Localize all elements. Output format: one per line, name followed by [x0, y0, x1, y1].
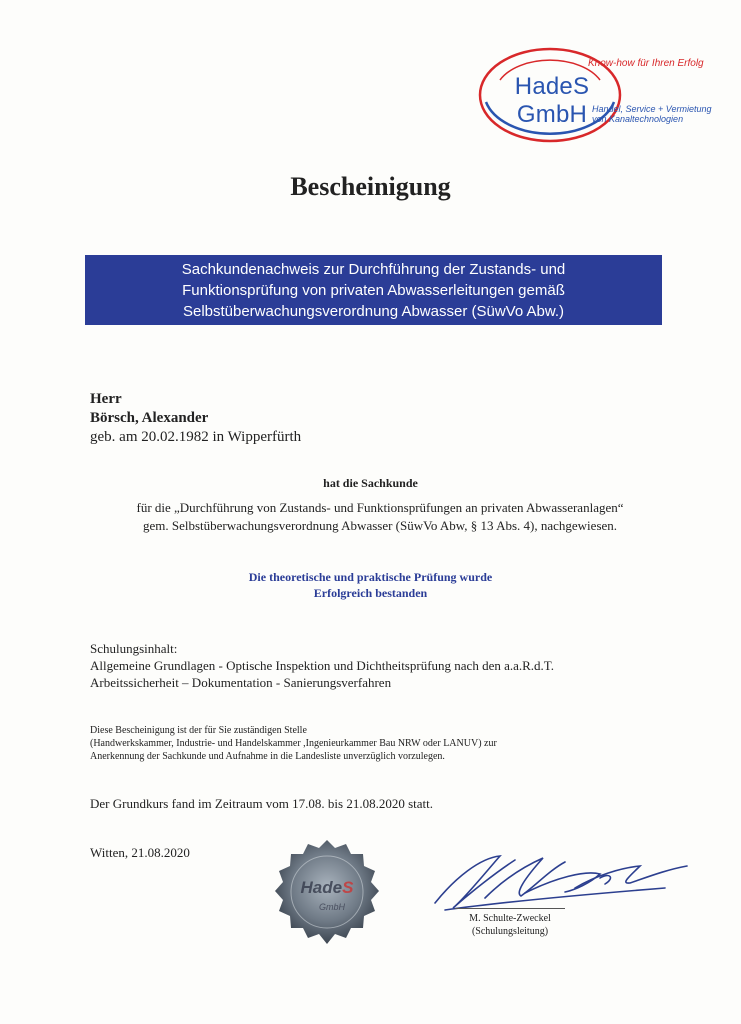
banner-line3: Selbstüberwachungsverordnung Abwasser (SüwVo Abw.) [182, 303, 565, 320]
purpose-line1: für die „Durchführung von Zustands- und Funktionsprüfungen an privaten Abwasseranlagen“ [136, 500, 624, 515]
recipient-salutation: Herr [90, 391, 122, 407]
training-line2: Arbeitssicherheit – Dokumentation - Sanierungsverfahren [90, 675, 392, 690]
logo-name-suffix: GmbH [516, 101, 588, 128]
seal-sub: GmbH [318, 902, 345, 912]
signer-role: (Schulungsleitung) [471, 926, 549, 937]
course-period: Der Grundkurs fand im Zeitraum vom 17.08. bis 21.08.2020 statt. [90, 796, 434, 811]
notice-line1: Diese Bescheinigung ist der für Sie zuständigen Stelle [90, 725, 307, 736]
purpose-statement [50, 499, 710, 535]
qualification-banner [85, 255, 662, 325]
place-date: Witten, 21.08.2020 [90, 845, 190, 860]
notice-line2: (Handwerkskammer, Industrie- und Handelskammer ,Ingenieurkammer Bau NRW oder LANUV) zur [90, 738, 497, 749]
logo-subtitle [592, 104, 711, 124]
company-seal [272, 838, 382, 948]
hat-sachkunde-text: hat die Sachkunde [323, 476, 418, 490]
logo-sub-line1: Handel, Service + Vermietung [592, 104, 712, 114]
signature-line [455, 908, 565, 909]
exam-result [0, 569, 741, 601]
training-content [90, 640, 554, 691]
training-heading: Schulungsinhalt: [90, 641, 178, 656]
seal-name [282, 878, 372, 898]
company-logo [470, 40, 730, 150]
banner-line2: Funktionsprüfung von privaten Abwasserleitungen gemäß [182, 282, 565, 299]
notice-line3: Anerkennung der Sachkunde und Aufnahme in die Landesliste unverzüglich vorzulegen. [90, 751, 445, 762]
seal-name-s: S [342, 878, 354, 897]
logo-slogan: Know-how für Ihren Erfolg [588, 58, 704, 69]
recipient-block [90, 390, 301, 447]
exam-result-line1: Die theoretische und praktische Prüfung wurde [248, 570, 493, 584]
document-title: Bescheinigung [290, 172, 451, 201]
exam-result-line2: Erfolgreich bestanden [313, 586, 428, 600]
logo-sub-line2: von Kanaltechnologien [592, 114, 684, 124]
logo-name-main: HadeS [514, 73, 590, 100]
recipient-name: Börsch, Alexander [90, 410, 209, 426]
training-line1: Allgemeine Grundlagen - Optische Inspektion und Dichtheitsprüfung nach den a.a.R.d.T. [90, 658, 555, 673]
banner-line1: Sachkundenachweis zur Durchführung der Zustands- und [181, 261, 566, 278]
signer-name: M. Schulte-Zweckel [469, 913, 551, 924]
signer-block [430, 912, 590, 938]
seal-name-main: Hade [300, 878, 343, 897]
purpose-line2: gem. Selbstüberwachungsverordnung Abwasser (SüwVo Abw, § 13 Abs. 4), nachgewiesen. [142, 518, 618, 533]
recipient-birth: geb. am 20.02.1982 in Wipperfürth [90, 429, 302, 445]
submission-notice [90, 724, 497, 763]
